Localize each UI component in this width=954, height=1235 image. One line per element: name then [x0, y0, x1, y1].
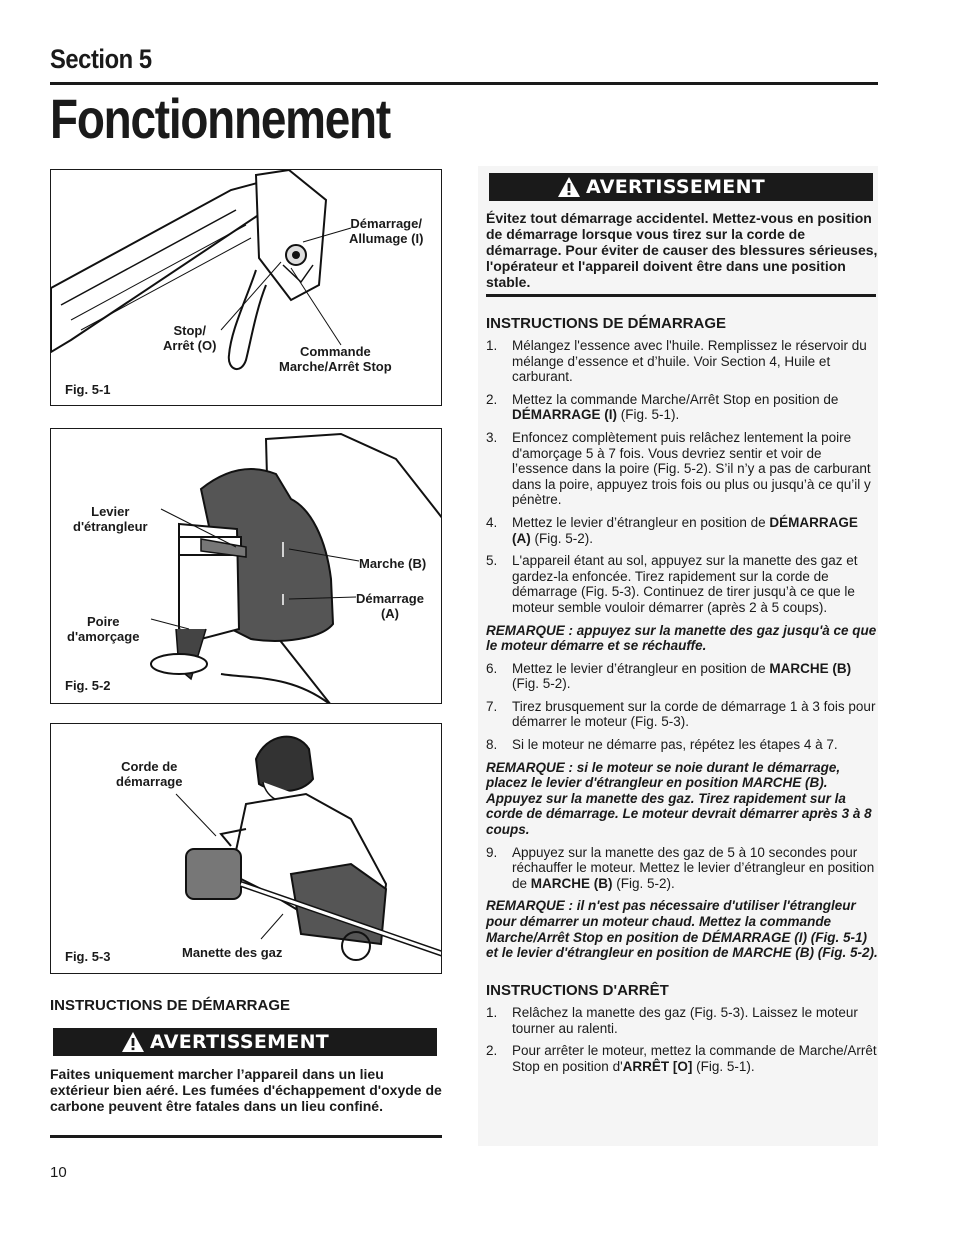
- header-rule: [50, 82, 878, 85]
- note-3: REMARQUE : il n'est pas nécessaire d'utiliser l'étrangleur pour démarrer un moteur chaud. Mettez la commande Marche/Arrêt Stop en position de DÉMARRAGE (I) (Fig. 5-1) et le levier d'étrangleur en position de MARCHE (B) (Fig. 5-2).: [486, 898, 878, 961]
- operator-starting-illustration: [51, 724, 442, 974]
- label-choke-lever: Levier d'étrangleur: [73, 504, 148, 534]
- stop-step-2: 2. Pour arrêter le moteur, mettez la commande de Marche/Arrêt Stop en position d'ARRÊT [O] (Fig. 5-1).: [486, 1043, 877, 1074]
- stop-steps-block: [486, 1005, 878, 1081]
- step-2: 2. Mettez la commande Marche/Arrêt Stop en position de DÉMARRAGE (I) (Fig. 5-1).: [486, 391, 839, 423]
- label-throttle: Manette des gaz: [182, 945, 283, 960]
- warning-title: AVERTISSEMENT: [586, 176, 766, 198]
- right-warning-rule: [486, 294, 876, 297]
- figure-number: Fig. 5-1: [65, 382, 111, 397]
- warning-triangle-icon: [557, 176, 581, 198]
- label-stop-off: Stop/ Arrêt (O): [163, 323, 217, 353]
- label-on-off-switch: Commande Marche/Arrêt Stop: [279, 344, 392, 374]
- step-3: 3. Enfoncez complètement puis relâchez lentement la poire d'amorçage 5 à 7 fois. Vous devriez sentir et voir de l’essence dans la poire (Fig. 5-2). S’il n’y a pas de carburant dans la poire, appuyez trois fois ou plus ou jusqu’à ce qu’il y pénètre.: [486, 429, 871, 508]
- step-7: 7. Tirez brusquement sur la corde de démarrage 1 à 3 fois pour démarrer le moteur (Fig. 5-3).: [486, 698, 876, 730]
- stop-heading: INSTRUCTIONS D'ARRÊT: [486, 982, 669, 999]
- figure-5-2: [50, 428, 442, 704]
- section-label: Section 5: [50, 44, 152, 74]
- label-run: Marche (B): [359, 556, 427, 571]
- stop-step-1: 1. Relâchez la manette des gaz (Fig. 5-3). Laissez le moteur tourner au ralenti.: [486, 1005, 858, 1036]
- label-primer-bulb: Poire d'amorçage: [67, 614, 140, 644]
- note-1: REMARQUE : appuyez sur la manette des gaz jusqu'à ce que le moteur démarre et se réchauffe.: [486, 622, 877, 654]
- page-title: Fonctionnement: [50, 87, 390, 150]
- left-start-heading: INSTRUCTIONS DE DÉMARRAGE: [50, 997, 291, 1014]
- warning-title: AVERTISSEMENT: [150, 1031, 330, 1053]
- figure-number: Fig. 5-3: [65, 949, 111, 964]
- start-steps-block: [486, 338, 878, 968]
- figure-number: Fig. 5-2: [65, 678, 111, 693]
- figure-5-1: [50, 169, 442, 406]
- note-2: REMARQUE : si le moteur se noie durant le démarrage, placez le levier d'étrangleur en position MARCHE (B). Appuyez sur la manette des gaz. Tirez rapidement sur la corde de démarrage. Le moteur devrait démarrer après 3 à 8 coups.: [486, 759, 872, 838]
- step-4: 4. Mettez le levier d’étrangleur en position de DÉMARRAGE (A) (Fig. 5-2).: [486, 514, 858, 546]
- left-warning-rule: [50, 1135, 442, 1138]
- right-warning-bar: [489, 173, 873, 201]
- left-warning-bar: [53, 1028, 437, 1056]
- figure-5-3: [50, 723, 442, 974]
- warning-triangle-icon: [121, 1031, 145, 1053]
- step-5: 5. L'appareil étant au sol, appuyez sur la manette des gaz et gardez-la enfoncée. Tirez rapidement sur la corde de démarrage (Fig. 5-3). Continuez de tirer jusqu’à ce que le moteur semble vouloir démarrer (après 2 à 5 coups).: [486, 553, 858, 615]
- label-start-on: Démarrage/ Allumage (I): [349, 216, 424, 246]
- page-number: 10: [50, 1164, 67, 1181]
- step-9: 9. Appuyez sur la manette des gaz de 5 à 10 secondes pour réchauffer le moteur. Mettez le levier d’étrangleur en position de MARCHE (B) (Fig. 5-2).: [486, 844, 875, 891]
- label-start: Démarrage (A): [356, 591, 424, 621]
- label-starter-cord: Corde de démarrage: [116, 759, 183, 789]
- step-8: 8. Si le moteur ne démarre pas, répétez les étapes 4 à 7.: [486, 737, 838, 753]
- left-warning-text: Faites uniquement marcher l’appareil dans un lieu extérieur bien aéré. Les fumées d'échappement d'oxyde de carbone peuvent être fatales dans un lieu confiné.: [50, 1066, 442, 1114]
- right-warning-text: Évitez tout démarrage accidentel. Mettez-vous en position de démarrage lorsque vous tirez sur la corde de démarrage. Pour éviter de causer des blessures sérieuses, l'opérateur et l'appareil doivent être dans une position stable.: [486, 210, 878, 290]
- step-6: 6. Mettez le levier d’étrangleur en position de MARCHE (B) (Fig. 5-2).: [486, 660, 852, 692]
- step-1: 1. Mélangez l'essence avec l'huile. Remplissez le réservoir du mélange d’essence et d’huile. Voir Section 4, Huile et carburant.: [486, 338, 867, 385]
- right-start-heading: INSTRUCTIONS DE DÉMARRAGE: [486, 315, 727, 332]
